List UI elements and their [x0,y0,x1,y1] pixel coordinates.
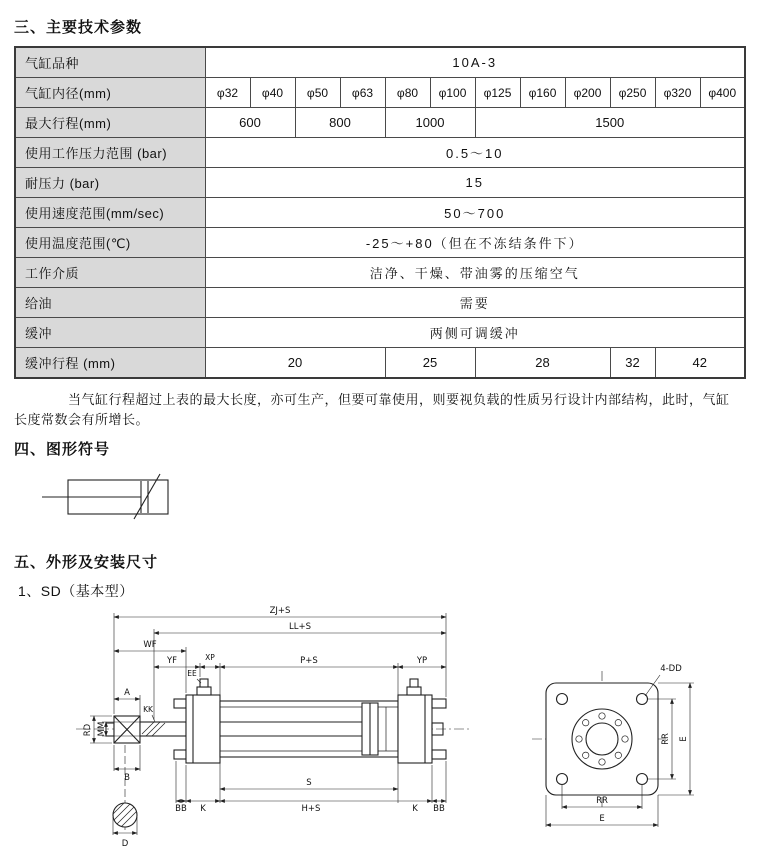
table-row [15,47,745,78]
dim-label-a: A [124,688,130,699]
table-row-label: 缓冲 [15,318,205,348]
table-cell: φ125 [475,78,520,108]
table-row [15,348,745,379]
pneumatic-cylinder-symbol [40,471,210,525]
dim-label-xp: XP [205,653,215,663]
table-row-label: 使用温度范围(℃) [15,228,205,258]
table-cell: φ400 [700,78,745,108]
cylinder-side-view [76,679,472,839]
table-cell: 1000 [385,108,475,138]
section-4-heading: 四、图形符号 [14,441,111,459]
table-row-label: 气缸内径(mm) [15,78,205,108]
table-cell: 32 [610,348,655,379]
table-cell: 600 [205,108,295,138]
table-cell: 1500 [475,108,745,138]
cylinder-end-view [532,671,666,807]
table-row [15,318,745,348]
table-row-label: 气缸品种 [15,47,205,78]
table-row-label: 使用速度范围(mm/sec) [15,198,205,228]
dim-label-kk: KK [143,705,153,715]
table-cell: 0.5～10 [205,138,745,168]
table-cell: φ200 [565,78,610,108]
dim-label-mm: MM [97,721,107,737]
table-cell: φ320 [655,78,700,108]
sd-dimension-drawing [14,603,744,858]
table-cell: φ32 [205,78,250,108]
table-cell: 洁净、干燥、带油雾的压缩空气 [205,258,745,288]
table-cell: 28 [475,348,610,379]
dim-label-ll: LL+S [289,622,311,633]
table-cell: 25 [385,348,475,379]
table-row [15,108,745,138]
dim-label-e-h: E [599,814,605,825]
table-row [15,138,745,168]
table-cell: 800 [295,108,385,138]
table-cell: 50～700 [205,198,745,228]
table-row-label: 工作介质 [15,258,205,288]
table-row-label: 最大行程(mm) [15,108,205,138]
dim-label-ee: EE [187,669,197,679]
dim-label-yp: YP [416,656,428,667]
table-cell: 20 [205,348,385,379]
table-row [15,198,745,228]
dim-label-wf: WF [143,640,157,651]
dim-label-d: D [121,839,129,850]
dim-label-ps: P+S [300,656,318,667]
table-cell: φ160 [520,78,565,108]
dim-label-yf: YF [166,656,178,667]
table-row-label: 缓冲行程 (mm) [15,348,205,379]
dim-label-s: S [306,778,312,789]
symbol-shapes [42,474,168,519]
dim-label-rr-v: RR [661,733,671,746]
dim-label-k-right: K [412,804,418,815]
table-cell: φ40 [250,78,295,108]
dim-label-rd: RD [83,724,93,737]
dim-label-bb-left: BB [175,804,187,815]
table-cell: φ50 [295,78,340,108]
dim-label-k-left: K [200,804,206,815]
table-cell: φ100 [430,78,475,108]
dim-label-rr-h: RR [596,796,608,807]
table-row-label: 使用工作压力范围 (bar) [15,138,205,168]
table-cell: 42 [655,348,745,379]
table-cell: -25～+80（但在不冻结条件下） [205,228,745,258]
table-row [15,258,745,288]
dim-label-e-v: E [679,736,689,742]
table-row-label: 给油 [15,288,205,318]
dim-label-hs: H+S [301,804,321,815]
table-row [15,228,745,258]
table-row [15,288,745,318]
table-row-label: 耐压力 (bar) [15,168,205,198]
table-cell: 需要 [205,288,745,318]
table-cell: φ250 [610,78,655,108]
dim-label-b: B [124,773,130,784]
table-cell: 两侧可调缓冲 [205,318,745,348]
table-row [15,78,745,108]
table-row [15,168,745,198]
dim-label-4dd: 4-DD [660,664,682,675]
note-paragraph: 当气缸行程超过上表的最大长度，亦可生产，但要可靠使用，则要视负载的性质另行设计内部结构，此时，气缸长度常数会有所增长。 [14,392,730,428]
subsection-sd-heading: 1、SD（基本型） [18,583,134,600]
section-3-heading: 三、主要技术参数 [14,19,143,36]
table-cell: φ63 [340,78,385,108]
dim-label-zj: ZJ+S [269,606,291,617]
table-cell: φ80 [385,78,430,108]
section-5-heading: 五、外形及安装尺寸 [14,554,159,572]
table-cell: 15 [205,168,745,198]
spec-table [14,46,746,379]
table-cell: 10A-3 [205,47,745,78]
dim-label-bb-right: BB [433,804,445,815]
